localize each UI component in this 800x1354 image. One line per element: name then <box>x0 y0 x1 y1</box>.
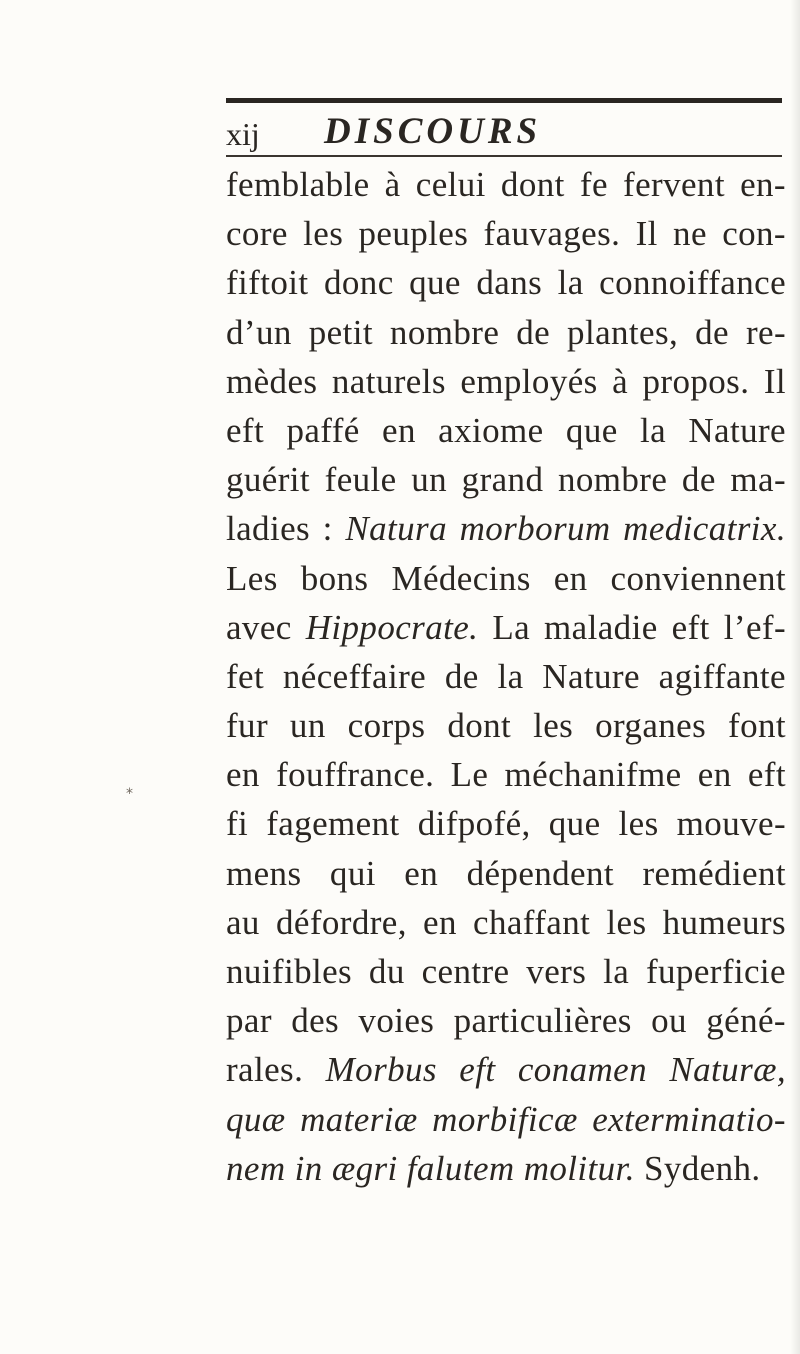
text-line <box>226 1095 786 1144</box>
header-rule-bottom <box>226 155 782 157</box>
text-line <box>226 799 786 848</box>
text-line <box>226 701 786 750</box>
text-line <box>226 652 786 701</box>
text-segment: Sydenh. <box>634 1148 761 1188</box>
text-line <box>226 1045 786 1094</box>
text-segment: fet néceffaire de la Nature agiffante <box>226 656 786 696</box>
running-title: DISCOURS <box>324 111 542 152</box>
text-segment: par des voies particulières ou géné- <box>226 1001 786 1041</box>
text-line <box>226 455 786 504</box>
text-line <box>226 357 786 406</box>
text-segment: Les bons Médecins en conviennent <box>226 558 786 598</box>
italic-text-segment: Hippocrate. <box>305 607 479 647</box>
italic-text-segment: quæ materiæ morbificæ exterminatio- <box>226 1099 786 1139</box>
text-line <box>226 1144 786 1193</box>
text-segment: eft paffé en axiome que la Nature <box>226 410 786 450</box>
text-segment: fi fagement difpofé, que les mouve- <box>226 804 786 844</box>
text-segment: mens qui en dépendent remédient <box>226 853 786 893</box>
italic-text-segment: Morbus eft conamen Naturæ, <box>325 1050 786 1090</box>
text-line <box>226 603 786 652</box>
margin-mark: * <box>126 786 133 802</box>
text-segment: rales. <box>226 1050 326 1090</box>
page-number: xij <box>226 116 260 152</box>
text-line <box>226 406 786 455</box>
text-line <box>226 308 786 357</box>
text-line <box>226 258 786 307</box>
body-text <box>226 160 786 1193</box>
text-line <box>226 554 786 603</box>
text-line <box>226 849 786 898</box>
text-segment: core les peuples fauvages. Il ne con- <box>226 214 786 254</box>
text-segment: fur un corps dont les organes font <box>226 706 786 746</box>
text-line <box>226 947 786 996</box>
text-line <box>226 160 786 209</box>
text-segment: guérit feule un grand nombre de ma- <box>226 460 786 500</box>
text-line <box>226 898 786 947</box>
italic-text-segment: Natura morborum medicatrix. <box>345 509 786 549</box>
text-line <box>226 996 786 1045</box>
text-segment: La maladie eft l’ef- <box>478 607 787 647</box>
text-segment: en fouffrance. Le méchanifme en eft <box>226 755 786 795</box>
header-rule-top <box>226 98 782 103</box>
text-segment: ladies : <box>226 509 346 549</box>
text-segment: femblable à celui dont fe fervent en- <box>226 165 786 204</box>
text-line <box>226 750 786 799</box>
text-line <box>226 504 786 553</box>
running-header <box>226 112 782 156</box>
text-segment: nuifibles du centre vers la fuperficie <box>226 952 786 991</box>
text-segment: avec <box>226 607 306 647</box>
page-edge-shadow <box>790 0 800 1354</box>
text-segment: d’un petit nombre de plantes, de re- <box>226 312 786 352</box>
text-segment: fiftoit donc que dans la connoiffance <box>226 263 786 303</box>
text-line <box>226 209 786 258</box>
italic-text-segment: nem in ægri falutem molitur. <box>226 1148 635 1188</box>
text-segment: au défordre, en chaffant les humeurs <box>226 902 786 942</box>
text-segment: mèdes naturels employés à propos. Il <box>226 361 786 401</box>
